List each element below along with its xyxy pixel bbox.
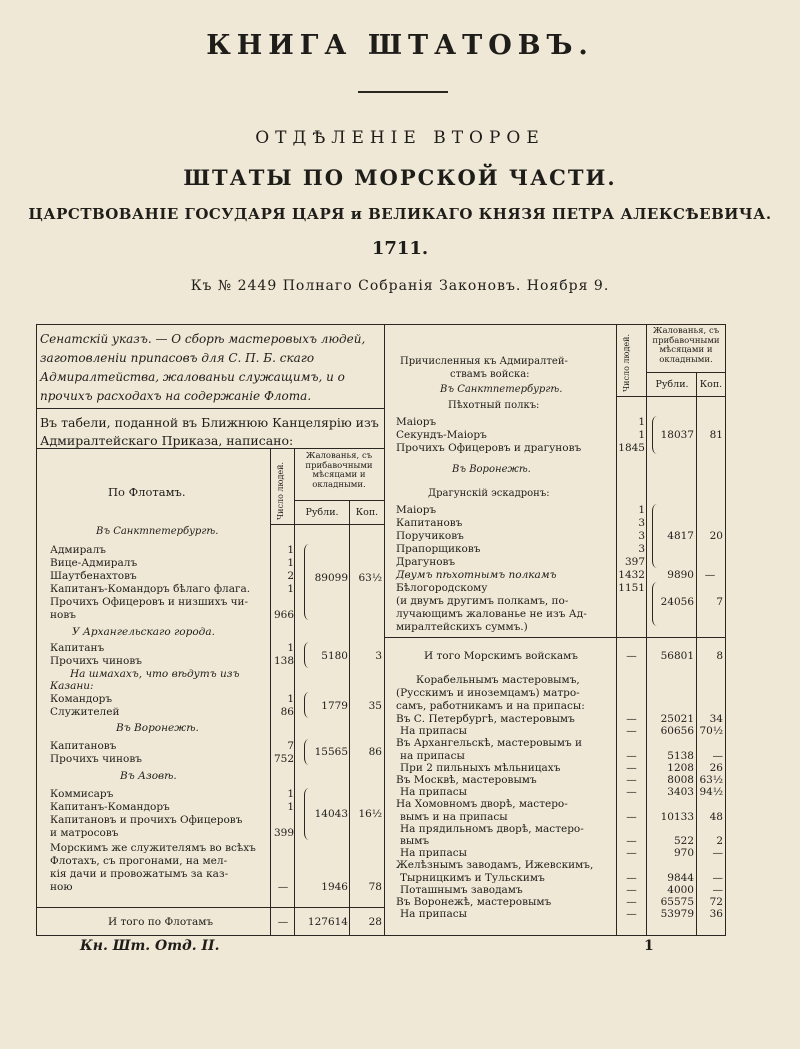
row-d-poruch: Поручиковъ (396, 530, 464, 542)
row-vor-proch: Прочихъ чиновъ (50, 753, 142, 765)
left-section-title: По Флотамъ. (108, 485, 186, 499)
right-total-count: — (626, 650, 637, 662)
row-d-kap: Капитановъ (396, 517, 463, 529)
expense-row-kop: 36 (709, 908, 723, 921)
right-total-rule (384, 637, 726, 638)
count-vor-kap: 7 (287, 740, 294, 752)
expense-row-label: на припасы (400, 749, 465, 762)
page-number: 1 (644, 938, 654, 954)
left-voronezh-heading: Въ Воронежѣ. (116, 722, 199, 734)
expense-row-rub: 8008 (667, 774, 694, 786)
row-kazan-komandor: Командоръ (50, 693, 113, 705)
row-morsk-2: Флотахъ, съ прогонами, на мел- (50, 855, 228, 867)
count-proch: 966 (273, 609, 294, 621)
belg-kop: 7 (716, 596, 723, 608)
expense-row-label: Желѣзнымъ заводамъ, Ижевскимъ, (396, 859, 594, 872)
row-maior: Маіоръ (396, 416, 437, 428)
row-belg: Бѣлогородскому (396, 582, 488, 594)
count-d-prap: 3 (638, 543, 645, 555)
right-total-label: И того Морскимъ войскамъ (424, 650, 578, 662)
left-col-kop-header: Коп. (355, 507, 379, 518)
row-arkh-kap: Капитанъ (50, 642, 105, 654)
left-subhead-rule (270, 524, 384, 525)
row-d-prap: Прапорщиковъ (396, 543, 481, 555)
part-title: ШТАТЫ ПО МОРСКОЙ ЧАСТИ. (183, 165, 617, 190)
title-rule (358, 91, 448, 93)
row-d-drag: Драгуновъ (396, 556, 456, 568)
left-total-kop: 28 (368, 916, 382, 928)
az-kop: 16½ (358, 808, 382, 820)
row-morsk-1: Морскимъ же служителямъ во всѣхъ (50, 842, 256, 854)
expense-row-count: — (626, 761, 637, 774)
count-kazan-kom: 1 (287, 693, 294, 705)
right-total-kop: 8 (716, 650, 723, 662)
right-col-kop-header: Коп. (699, 379, 723, 390)
right-people-col-line (616, 324, 617, 935)
row-az-komissar: Коммисаръ (50, 788, 114, 800)
expense-row-label: Тырницкимъ и Тульскимъ (400, 871, 545, 884)
count-shaut: 2 (287, 570, 294, 582)
row-shautbenakht: Шаутбенахтовъ (50, 570, 137, 582)
row-admiral: Адмиралъ (50, 544, 106, 556)
right-total-rub: 56801 (660, 650, 694, 662)
expense-row-kop: 48 (709, 810, 723, 823)
right-drag-heading: Драгунскій эскадронъ: (428, 488, 550, 499)
count-arkh-kap: 1 (287, 642, 294, 654)
expense-row-count: — (626, 786, 637, 799)
count-az-kk: 1 (287, 801, 294, 813)
count-sek: 1 (638, 429, 645, 441)
reign-title: ЦАРСТВОВАНІЕ ГОСУДАРЯ ЦАРЯ и ВЕЛИКАГО КНЯЗЯ ПЕТРА АЛЕКСѢЕВИЧА. (28, 205, 772, 223)
left-spb-heading: Въ Санктпетербургѣ. (96, 526, 219, 537)
count-dvum: 1432 (618, 569, 645, 581)
row-prochikh: Прочихъ Офицеровъ и драгуновъ (396, 442, 582, 454)
right-col-salary-header: Жалованья, съ прибавочными мѣсяцами и окладными. (652, 326, 720, 365)
row-morsk-3: кія дачи и провожатымъ за каз- (50, 868, 229, 880)
r-spb-kop: 81 (709, 429, 723, 441)
row-belg-note-2: лучающимъ жалованье не изъ Ад- (396, 608, 587, 620)
right-pekh-heading: Пѣхотный полкъ: (448, 400, 540, 411)
right-col-rub-header: Рубли. (655, 379, 689, 390)
left-azov-heading: Въ Азовѣ. (120, 770, 177, 782)
expense-row-count: — (626, 871, 637, 884)
expense-row-kop: 72 (709, 896, 723, 908)
expense-row-rub: 60656 (660, 725, 694, 738)
expense-row-kop: 63½ (699, 774, 723, 786)
r-spb-rub: 18037 (660, 429, 694, 441)
expense-row-rub: 5138 (667, 749, 694, 762)
row-belg-note-1: (и двумъ другимъ полкамъ, по- (396, 595, 569, 607)
expense-row-count: — (626, 847, 637, 860)
count-belg: 1151 (618, 582, 645, 594)
expense-row-rub: 970 (673, 847, 694, 860)
arkh-kop: 3 (375, 650, 382, 662)
count-vice: 1 (287, 557, 294, 569)
left-decree-rule (36, 408, 384, 409)
left-people-col-line (270, 448, 271, 935)
expense-row-label: вымъ и на припасы (400, 810, 508, 823)
expense-row-kop: 34 (709, 713, 723, 725)
row-d-maior: Маіоръ (396, 504, 437, 516)
count-az-kap: 399 (273, 827, 294, 839)
belg-rub: 24056 (660, 596, 694, 608)
right-spb-heading: Въ Санктпетербургѣ. (440, 384, 563, 395)
right-col-people-header: Число людей. (622, 333, 631, 392)
count-arkh-proch: 138 (273, 655, 294, 667)
senate-decree: Сенатскій указъ. — О сборѣ мастеровыхъ людей, заготовленіи припасовъ для С. П. Б. скаго Адмиралтейства, жалованьи служащимъ, и о прочихъ расходахъ на содержаніе Флота. (40, 332, 366, 403)
section-title: ОТДѢЛЕНІЕ ВТОРОЕ (255, 128, 545, 148)
spb-kop: 63½ (358, 572, 382, 584)
table-note: Въ табели, поданной въ Ближнюю Канцелярію изъ Адмиралтейскаго Приказа, написано: (40, 415, 379, 448)
expense-row-rub: 1208 (667, 761, 694, 774)
r-vor-kop: 20 (709, 530, 723, 542)
expense-row-rub: 4000 (667, 883, 694, 896)
expense-row-label: Въ С. Петербургѣ, мастеровымъ (396, 713, 575, 725)
expense-row-count: — (626, 896, 637, 908)
row-kazan-sluzh: Служителей (50, 706, 120, 718)
left-total-count: — (277, 916, 289, 928)
count-d-por: 3 (638, 530, 645, 542)
left-kop-col-line (349, 500, 350, 935)
left-col-people-header: Число людей. (276, 461, 285, 520)
right-title-2: ствамъ войска: (450, 369, 530, 380)
left-col-rub-header: Рубли. (305, 507, 339, 518)
count-vor-proch: 752 (273, 753, 294, 765)
expense-row-rub: 53979 (660, 908, 694, 921)
expense-row-count: — (626, 835, 637, 847)
count-proch-r: 1845 (618, 442, 645, 454)
expense-row-count: — (626, 713, 637, 725)
left-kazan-heading-1: На шмахахъ, что вѣдутъ изъ (70, 668, 240, 680)
count-kap: 1 (287, 583, 294, 595)
row-vice-admiral: Вице-Адмиралъ (50, 557, 138, 569)
row-prochikh-2: новъ (50, 609, 76, 621)
expense-row-count: — (626, 908, 637, 921)
expense-row-kop: — (712, 847, 723, 860)
left-col-salary-header: Жалованья, съ прибавочными мѣсяцами и окладными. (305, 451, 373, 490)
count-az-kom: 1 (287, 788, 294, 800)
expense-row-label: Поташнымъ заводамъ (400, 883, 523, 896)
row-arkh-proch: Прочихъ чиновъ (50, 655, 142, 667)
row-dvum: Двумъ пѣхотнымъ полкамъ (396, 569, 557, 581)
left-total-rub: 127614 (307, 916, 348, 928)
vor-kop: 86 (368, 746, 382, 758)
right-voronezh-heading: Въ Воронежѣ. (452, 464, 531, 475)
row-vor-kap: Капитановъ (50, 740, 117, 752)
left-subhead-rule-top (294, 500, 384, 501)
dvum-rub: 9890 (667, 569, 694, 581)
expense-row-label: Въ Воронежѣ, мастеровымъ (396, 896, 552, 908)
expense-row-rub: 65575 (660, 896, 694, 908)
count-maior: 1 (638, 416, 645, 428)
expense-row-count: — (626, 774, 637, 786)
expense-row-label: На прядильномъ дворѣ, мастеро- (400, 822, 584, 835)
expense-row-rub: 25021 (660, 713, 694, 725)
vor-rub: 15565 (314, 746, 348, 758)
row-az-kap-2: и матросовъ (50, 827, 119, 839)
expense-row-label: Въ Москвѣ, мастеровымъ (396, 774, 537, 786)
arkh-rub: 5180 (321, 650, 348, 662)
expense-row-count: — (626, 725, 637, 738)
expense-row-label: На припасы (400, 786, 467, 799)
row-korab-2: (Русскимъ и иноземцамъ) матро- (396, 687, 580, 699)
expense-row-rub: 522 (673, 835, 694, 847)
year: 1711. (371, 238, 429, 259)
count-d-maior: 1 (638, 504, 645, 516)
count-d-kap: 3 (638, 517, 645, 529)
row-belg-note-3: миралтейскихъ суммъ.) (396, 621, 528, 633)
expense-row-kop: 2 (716, 835, 723, 847)
right-title-1: Причисленныя къ Адмиралтей- (400, 356, 568, 367)
expense-row-count: — (626, 883, 637, 896)
r-vor-rub: 4817 (667, 530, 694, 542)
expense-row-label: вымъ (400, 835, 430, 847)
expense-row-label: При 2 пильныхъ мѣльницахъ (400, 761, 561, 774)
row-kapitan-komandor: Капитанъ-Командоръ бѣлаго флага. (50, 583, 251, 595)
expense-row-label: Въ Архангельскѣ, мастеровымъ и (396, 737, 582, 750)
row-sek-maior: Секундъ-Маіоръ (396, 429, 487, 441)
left-rub-col-line (294, 448, 295, 935)
expense-row-kop: 26 (709, 761, 723, 774)
left-kazan-heading-2: Казани: (50, 680, 94, 692)
right-subhead-rule-top (646, 372, 726, 373)
expense-row-kop: — (712, 749, 723, 762)
column-divider-middle (384, 324, 385, 935)
expense-row-count: — (626, 810, 637, 823)
row-korab-1: Корабельнымъ мастеровымъ, (416, 674, 580, 686)
spb-rub: 89099 (314, 572, 348, 584)
morsk-rub: 1946 (321, 881, 348, 893)
expense-row-kop: — (712, 871, 723, 884)
left-arkh-heading: У Архангельскаго города. (72, 626, 215, 638)
expense-row-rub: 3403 (667, 786, 694, 799)
row-prochikh-1: Прочихъ Офицеровъ и низшихъ чи- (50, 596, 249, 608)
expense-row-rub: 9844 (667, 871, 694, 884)
expense-row-count: — (626, 749, 637, 762)
kazan-rub: 1779 (321, 700, 348, 712)
left-total-label: И того по Флотамъ (108, 916, 214, 928)
morsk-kop: 78 (368, 881, 382, 893)
row-korab-3: самъ, работникамъ и на припасы: (396, 700, 585, 712)
expense-row-label: На Хомовномъ дворѣ, мастеро- (396, 798, 568, 811)
expense-row-kop: — (712, 883, 723, 896)
dvum-kop: — (704, 569, 716, 581)
right-rub-col-line (646, 324, 647, 935)
expense-row-label: На припасы (400, 908, 467, 921)
row-az-kap-1: Капитановъ и прочихъ Офицеровъ (50, 814, 243, 826)
law-reference: Къ № 2449 Полнаго Собранія Законовъ. Ноября 9. (190, 278, 610, 294)
count-kazan-sl: 86 (280, 706, 294, 718)
row-az-kap-kom: Капитанъ-Командоръ (50, 801, 170, 813)
count-d-drag: 397 (624, 556, 645, 568)
expense-row-label: На припасы (400, 847, 467, 860)
row-morsk-4: ною (50, 881, 73, 893)
expense-row-kop: 94½ (699, 786, 723, 799)
right-subhead-rule (616, 396, 726, 397)
left-total-rule (36, 907, 384, 908)
expense-row-label: На припасы (400, 725, 467, 738)
count-admiral: 1 (287, 544, 294, 556)
expense-row-rub: 10133 (660, 810, 694, 823)
count-morsk: — (277, 881, 289, 893)
az-rub: 14043 (314, 808, 348, 820)
footer-signature: Кн. Шт. Отд. II. (80, 938, 220, 954)
book-title: КНИГА ШТАТОВЪ. (206, 30, 594, 61)
kazan-kop: 35 (368, 700, 382, 712)
expense-row-kop: 70½ (699, 725, 723, 738)
